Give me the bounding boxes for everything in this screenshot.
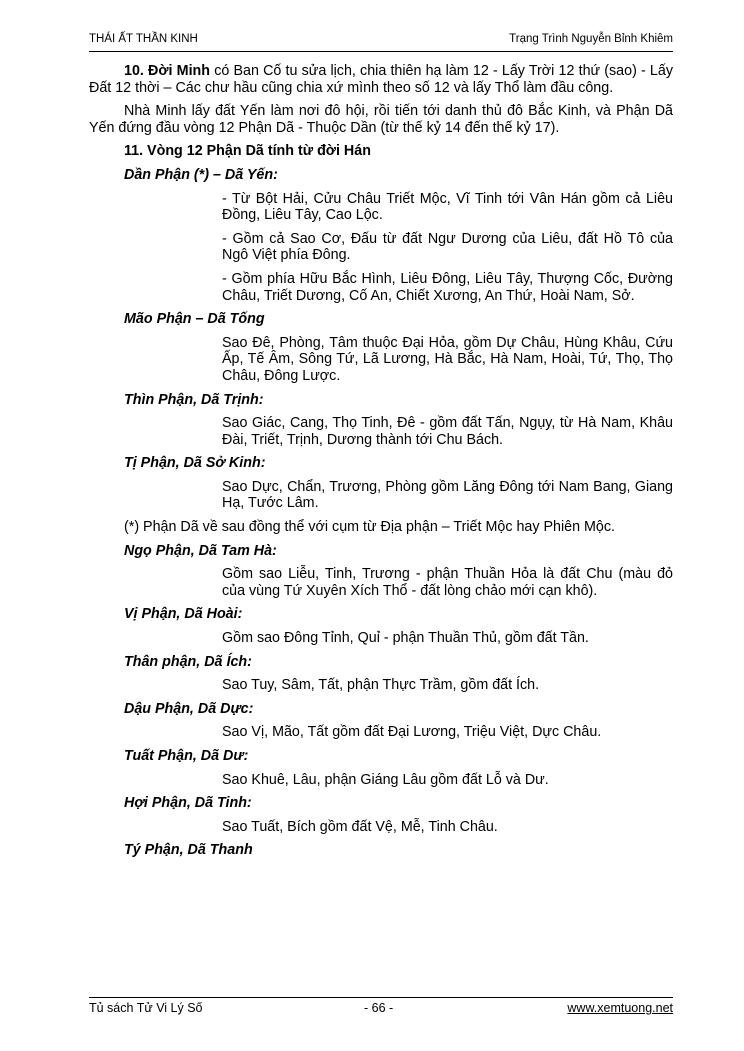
phan-da-description: Sao Dực, Chẩn, Trương, Phòng gồm Lăng Đông tới Nam Bang, Giang Hạ, Tước Lâm. [222,478,673,512]
phan-da-description: Gồm sao Đông Tỉnh, Quỉ - phận Thuần Thủ, gồm đất Tần. [222,630,589,647]
phan-da-heading: Dần Phận (*) – Dã Yến: [124,166,278,183]
phan-da-description: - Gồm phía Hữu Bắc Hình, Liêu Đông, Liêu Tây, Thượng Cốc, Đường Châu, Triết Dương, Cố An, Chiết Xương, An Thứ, Hoài Nam, Sở. [222,270,673,304]
paragraph-ming-dynasty [89,63,673,96]
footer-series: Tủ sách Tử Vi Lý Số [89,1001,203,1015]
phan-da-description: Sao Khuê, Lâu, phận Giáng Lâu gồm đất Lỗ và Dư. [222,771,549,788]
section-number-10: 10. Đời Minh [124,63,211,79]
phan-da-description: - Từ Bột Hải, Cửu Châu Triết Mộc, Vĩ Tinh tới Vân Hán gồm cả Liêu Đồng, Liêu Tây, Cao Lộc. [222,190,673,224]
phan-da-heading: Thìn Phận, Dã Trịnh: [124,391,264,408]
page-number: - 66 - [364,1001,394,1015]
phan-da-description: Sao Giác, Cang, Thọ Tinh, Đê - gồm đất Tấn, Ngụy, từ Hà Nam, Khâu Đài, Triết, Trịnh, Dương thành tới Chu Bách. [222,415,673,448]
phan-da-description: Sao Đê, Phòng, Tâm thuộc Đại Hỏa, gồm Dự Châu, Hùng Khâu, Cứu Ấp, Tế Âm, Sông Tứ, Lã Lương, Hà Bắc, Hà Nam, Hoài, Tứ, Thọ, Thọ Châu, Đông Lược. [222,334,673,384]
paragraph-text: có Ban Cố tu sửa lịch, chia thiên hạ làm 12 - Lấy Trời 12 thứ (sao) - Lấy Đất 12 thời – Các chư hầu cũng chia xứ mình theo số 12 và lấy Thổ làm đầu công. [89,63,673,96]
paragraph-ming-capital: Nhà Minh lấy đất Yến làm nơi đô hội, rồi tiến tới danh thủ đô Bắc Kinh, và Phận Dã Yến đứng đầu vòng 12 Phận Dã - Thuộc Dần (từ thế kỷ 14 đến thế kỷ 17). [89,103,673,136]
phan-da-description: Gồm sao Liễu, Tinh, Trương - phận Thuần Hỏa là đất Chu (màu đỏ của vùng Tứ Xuyên Xích Thổ - đất lòng chảo mới cạn khô). [222,566,673,599]
footnote: (*) Phận Dã về sau đồng thể với cụm từ Địa phận – Triết Mộc hay Phiên Mộc. [124,519,615,536]
phan-da-heading: Ngọ Phận, Dã Tam Hà: [124,542,277,559]
page-footer [89,997,673,1015]
phan-da-description: - Gồm cả Sao Cơ, Đấu từ đất Ngư Dương của Liêu, đất Hồ Tô của Ngô Việt phía Đông. [222,230,673,264]
phan-da-heading: Hợi Phận, Dã Tinh: [124,795,252,812]
phan-da-heading: Tý Phận, Dã Thanh [124,842,253,859]
page-body [89,63,673,866]
footer-website-link[interactable]: www.xemtuong.net [567,1001,673,1015]
phan-da-heading: Tuất Phận, Dã Dư: [124,748,249,764]
phan-da-description: Sao Tuất, Bích gồm đất Vệ, Mễ, Tinh Châu. [222,818,498,835]
phan-da-heading: Vị Phận, Dã Hoài: [124,606,243,623]
phan-da-description: Sao Vị, Mão, Tất gồm đất Đại Lương, Triệu Việt, Dực Châu. [222,724,602,741]
phan-da-description: Sao Tuy, Sâm, Tất, phận Thực Trầm, gồm đất Ích. [222,677,540,694]
section-heading-11: 11. Vòng 12 Phận Dã tính từ đời Hán [124,143,371,160]
phan-da-heading: Dậu Phận, Dã Dực: [124,700,254,717]
phan-da-list [89,167,673,859]
phan-da-heading: Tị Phận, Dã Sở Kinh: [124,455,266,472]
phan-da-heading: Mão Phận – Dã Tống [124,311,265,328]
phan-da-heading: Thân phận, Dã Ích: [124,653,252,670]
page-header [89,31,673,52]
header-book-title: THÁI ẤT THẦN KINH [89,33,198,45]
header-author: Trạng Trình Nguyễn Bỉnh Khiêm [509,33,673,45]
